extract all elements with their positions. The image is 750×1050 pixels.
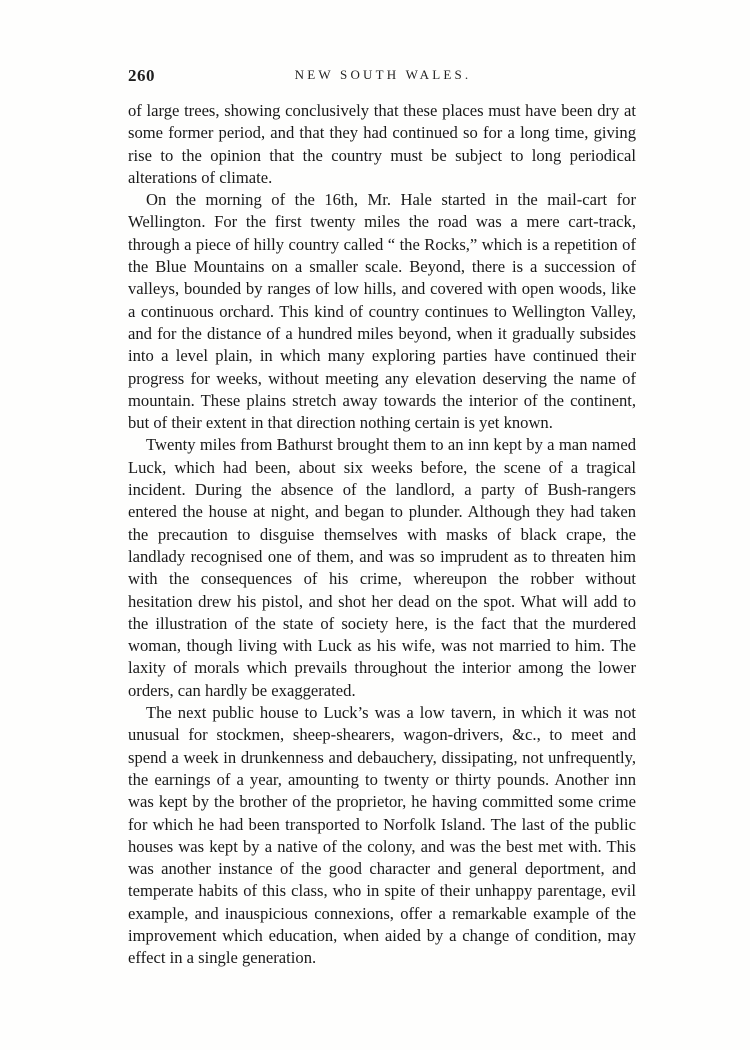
paragraph-continuation: of large trees, showing conclusively that these places must have been dry at some former period, and that they had continued so for a long time, giving rise to the opinion that the country must be subject to long periodical alterations of climate. <box>128 101 636 187</box>
page-number: 260 <box>128 66 155 85</box>
body-text <box>128 100 636 970</box>
paragraph-luck-inn-incident: Twenty miles from Bathurst brought them to an inn kept by a man named Luck, which had been, about six weeks before, the scene of a tragical incident. During the absence of the landlord, a party of Bush-rangers entered the house at night, and began to plunder. Although they had taken the precaution to disguise themselves with masks of black crape, the landlady recognised one of them, and was so imprudent as to threaten him with the consequences of his crime, whereupon the robber without hesitation drew his pistol, and shot her dead on the spot. What will add to the illustration of the state of society here, is the fact that the murdered woman, though living with Luck as his wife, was not married to him. The laxity of morals which prevails throughout the interior among the lower orders, can hardly be exaggerated. <box>128 435 636 700</box>
running-title: NEW SOUTH WALES. <box>294 67 472 82</box>
paragraph-public-houses: The next public house to Luck’s was a low tavern, in which it was not unusual for stockmen, sheep-shearers, wagon-drivers, &c., to meet and spend a week in drunkenness and debauchery, dissipating, not unfrequently, the earnings of a year, amounting to twenty or thirty pounds. Another inn was kept by the brother of the proprietor, he having committed some crime for which he had been transported to Norfolk Island. The last of the public houses was kept by a native of the colony, and was the best met with. This was another instance of the good character and general deportment, and temperate habits of this class, who in spite of their unhappy parentage, evil example, and inauspicious connexions, offer a remarkable example of the improvement which education, when aided by a change of condition, may effect in a single generation. <box>128 703 636 968</box>
page-header <box>128 66 638 90</box>
paragraph-journey-to-wellington: On the morning of the 16th, Mr. Hale started in the mail-cart for Wellington. For the first twenty miles the road was a mere cart-track, through a piece of hilly country called “ the Rocks,” which is a repetition of the Blue Mountains on a smaller scale. Beyond, there is a succession of valleys, bounded by ranges of low hills, and covered with open woods, like a continuous orchard. This kind of country continues to Wellington Valley, and for the distance of a hundred miles beyond, when it gradually subsides into a level plain, in which many exploring parties have continued their progress for weeks, without meeting any elevation deserving the name of mountain. These plains stretch away towards the interior of the continent, but of their extent in that direction nothing certain is yet known. <box>128 190 636 433</box>
